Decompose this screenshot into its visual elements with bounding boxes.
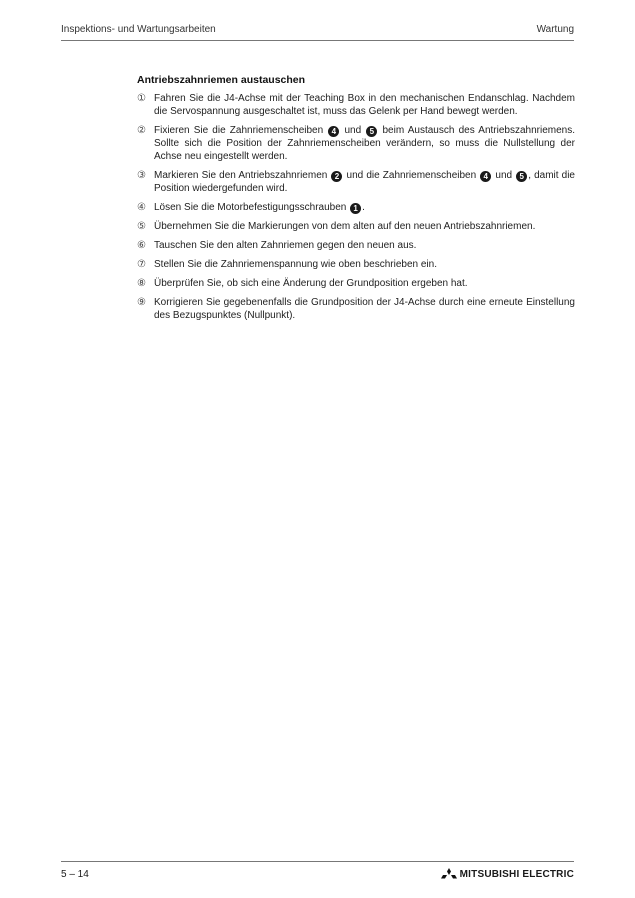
step-text-part: Korrigieren Sie gegebenenfalls die Grundposition der J4-Achse durch eine erneute Einstellung des Bezugspunktes (Nullpunkt).: [154, 297, 575, 321]
step-text: [154, 220, 575, 233]
step-list: [137, 92, 575, 322]
step-number: ①: [137, 93, 146, 104]
step-number: ④: [137, 202, 146, 213]
step-number: ⑤: [137, 221, 146, 232]
step-text-part: Fahren Sie die J4-Achse mit der Teaching Box in den mechanischen Endanschlag. Nachdem die Servospannung ausgeschaltet ist, muss das Gelenk per Hand bewegt werden.: [154, 93, 575, 117]
step-text-part: beim Austausch des Antriebszahnriemens. Sollte sich die Position der Zahnriemenscheiben verändern, so muss die Nullstellung der Achse neu eingestellt werden.: [154, 125, 576, 162]
component-marker: 4: [328, 126, 339, 137]
list-item: [137, 124, 575, 163]
component-marker: 5: [366, 126, 377, 137]
footer-divider: [61, 861, 574, 862]
step-text: [154, 258, 575, 271]
step-number: ⑧: [137, 278, 146, 289]
step-number: ②: [137, 125, 146, 136]
step-text-part: Fixieren Sie die Zahnriemenscheiben: [154, 125, 328, 136]
header-section-title: Wartung: [536, 24, 574, 35]
header-chapter-title: Inspektions- und Wartungsarbeiten: [61, 24, 216, 35]
step-text-part: .: [362, 202, 365, 213]
step-text: [154, 239, 575, 252]
step-number: ③: [137, 170, 146, 181]
main-content: [137, 74, 575, 328]
header-divider: [61, 40, 574, 41]
step-text-part: und: [340, 125, 366, 136]
three-diamonds-logo-icon: [441, 868, 457, 881]
step-number: ⑥: [137, 240, 146, 251]
component-marker: 1: [350, 203, 361, 214]
step-text-part: und die Zahnriemenscheiben: [343, 170, 480, 181]
list-item: [137, 92, 575, 118]
step-number: ⑦: [137, 259, 146, 270]
step-text-part: Tauschen Sie den alten Zahnriemen gegen den neuen aus.: [154, 240, 417, 251]
component-marker: 2: [331, 171, 342, 182]
step-text: [154, 201, 575, 214]
step-text-part: Markieren Sie den Antriebszahnriemen: [154, 170, 331, 181]
brand-logo: [441, 868, 574, 881]
list-item: [137, 220, 575, 233]
step-text-part: Stellen Sie die Zahnriemenspannung wie oben beschrieben ein.: [154, 259, 437, 270]
list-item: [137, 258, 575, 271]
step-number: ⑨: [137, 297, 146, 308]
list-item: [137, 239, 575, 252]
step-text-part: , damit die Position wiedergefunden wird.: [154, 170, 575, 194]
list-item: [137, 201, 575, 214]
step-text: [154, 277, 575, 290]
section-title: Antriebszahnriemen austauschen: [137, 74, 306, 86]
brand-name: MITSUBISHI ELECTRIC: [459, 868, 574, 880]
step-text-part: Übernehmen Sie die Markierungen von dem alten auf den neuen Antriebszahnriemen.: [154, 221, 536, 232]
component-marker: 5: [516, 171, 527, 182]
step-text-part: Lösen Sie die Motorbefestigungsschrauben: [154, 202, 350, 213]
step-text-part: Überprüfen Sie, ob sich eine Änderung der Grundposition ergeben hat.: [154, 278, 468, 289]
list-item: [137, 169, 575, 195]
step-text: [154, 169, 575, 195]
step-text: [154, 92, 575, 118]
list-item: [137, 296, 575, 322]
step-text: [154, 124, 575, 163]
page-header: [61, 24, 574, 40]
list-item: [137, 277, 575, 290]
page-number: 5 – 14: [61, 868, 89, 880]
page-footer: [61, 866, 574, 882]
step-text-part: und: [492, 170, 516, 181]
step-text: [154, 296, 575, 322]
component-marker: 4: [480, 171, 491, 182]
